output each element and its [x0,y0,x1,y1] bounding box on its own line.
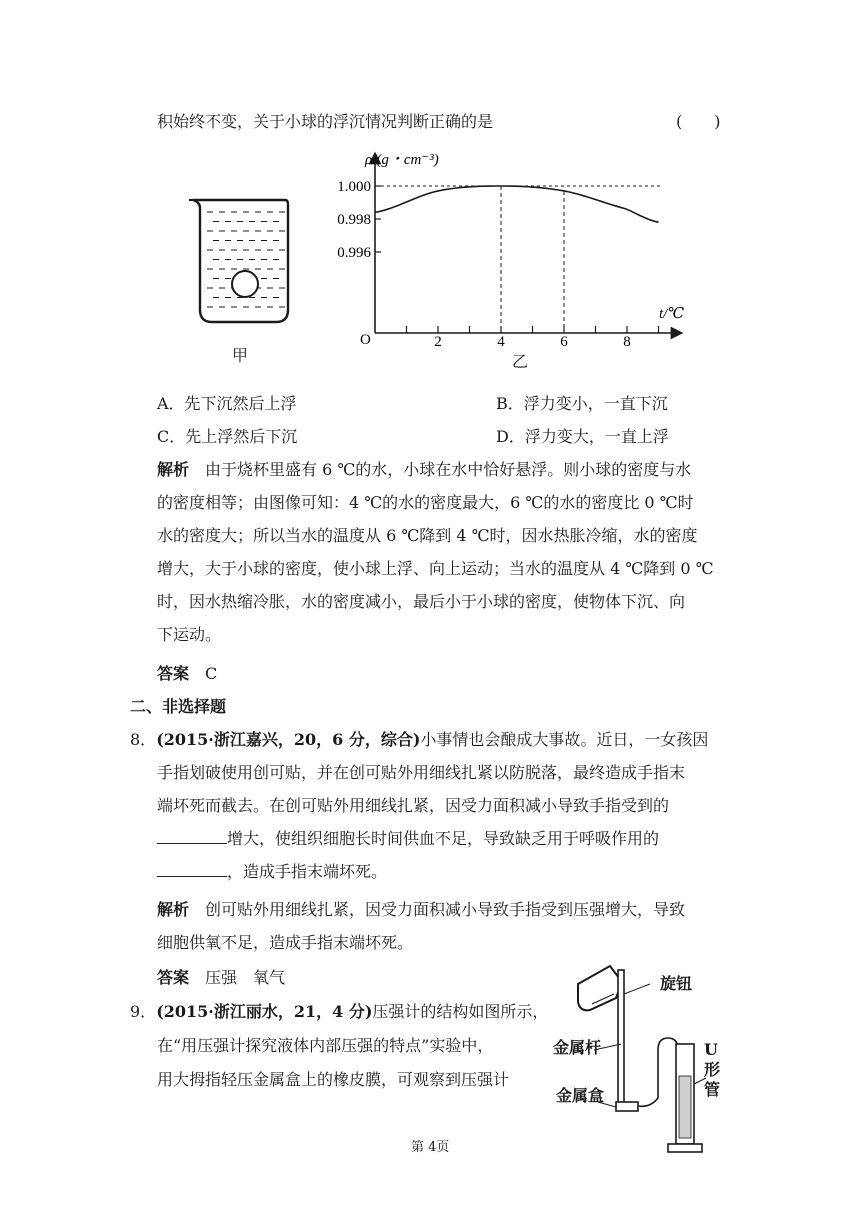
u-tube-liquid [679,1076,691,1138]
y-axis-label: ρ/(g・cm⁻³) [365,152,439,168]
q7-analysis-line: 水的密度大；所以当水的温度从 6 ℃降到 4 ℃时，因水热胀冷缩，水的密度 [157,526,698,545]
rubber-tube [638,1038,678,1106]
density-curve [375,186,659,222]
q8-analysis-line: 创可贴外用细线扎紧，因受力面积减小导致手指受到压强增大，导致 [205,900,686,919]
q7-analysis-line: 下运动。 [157,625,222,644]
q9-line-1 [130,1002,548,1022]
option-c: C．先上浮然后下沉 [157,427,298,446]
x-tick-label: 8 [623,334,631,350]
q9-number: 9． [130,1002,157,1021]
answer-blank-2[interactable] [157,862,227,877]
beaker-outline [193,200,288,322]
option-b: B．浮力变小，一直下沉 [496,394,668,413]
q8-line-4 [157,829,659,849]
q8-line-3: 端坏死而截去。在创可贴外用细线扎紧，因受力面积减小导致手指受到的 [157,796,670,815]
q8-line-5-text: ，造成手指末端坏死。 [227,862,388,881]
q7-answer: C [205,664,218,683]
q7-analysis-label: 解析 [157,460,190,479]
page-number: 第 4页 [411,1140,450,1155]
q8-analysis-label: 解析 [157,900,190,919]
q7-answer-paren: ( ) [676,112,721,131]
option-a: A．先下沉然后上浮 [157,394,297,413]
x-axis-label: t/℃ [659,306,685,322]
q8-line-4-text: 增大，使组织细胞长时间供血不足，导致缺乏用于呼吸作用的 [227,829,660,848]
y-ticks [375,186,381,252]
label-knob: 旋钮 [660,974,693,993]
label-guan: 管 [704,1080,721,1099]
u-tube-base [668,1144,702,1152]
q9-line-3: 用大拇指轻压金属盒上的橡皮膜，可观察到压强计 [157,1070,510,1089]
density-chart [325,150,685,350]
q9-line-2: 在“用压强计探究液体内部压强的特点”实验中， [157,1036,494,1055]
x-tick-label: 6 [560,334,568,350]
q8-source: (2015·浙江嘉兴，20，6 分，综合) [156,730,421,749]
q7-answer-label: 答案 [157,664,190,683]
q7-stem-tail: 积始终不变，关于小球的浮沉情况判断正确的是 [157,112,494,131]
small-ball [232,271,258,297]
label-box: 金属盒 [556,1086,605,1105]
q7-analysis-line: 时，因水热缩冷胀，水的密度减小，最后小于小球的密度，使物体下沉、向 [157,592,686,611]
option-d: D．浮力变大，一直上浮 [496,427,669,446]
metal-box [616,1102,638,1111]
section-title: 二、非选择题 [130,697,227,716]
reference-lines [375,186,660,333]
knob-shape [578,966,622,1010]
label-rod: 金属杆 [553,1038,602,1057]
q8-line-5 [157,862,387,882]
q8-stem: 小事情也会酿成大事故。近日，一女孩因 [420,730,709,749]
q7-analysis-line: 由于烧杯里盛有 6 ℃的水，小球在水中恰好悬浮。则小球的密度与水 [205,460,692,479]
y-tick-labels [337,179,371,261]
label-xing: 形 [704,1060,721,1079]
metal-rod [618,970,624,1104]
label-u: U [704,1040,718,1059]
y-tick-label: 0.998 [337,212,371,228]
q8-answer: 压强 氧气 [205,968,286,987]
q9-source: (2015·浙江丽水，21，4 分) [156,1002,373,1021]
origin-label: O [360,332,371,348]
x-tick-label: 2 [434,334,442,350]
x-tick-label: 4 [497,334,505,350]
q8-line-2: 手指划破使用创可贴，并在创可贴外用细线扎紧以防脱落，最终造成手指末 [157,763,686,782]
q8-number: 8． [130,730,157,749]
q8-line-1 [130,730,708,750]
figure-label-right: 乙 [512,352,529,371]
pressure-gauge-figure [550,958,750,1158]
x-minor-ticks [407,326,659,333]
beaker-figure [185,192,305,332]
q9-stem: 压强计的结构如图所示， [372,1002,549,1021]
q8-analysis-line: 细胞供氧不足，造成手指末端坏死。 [157,933,414,952]
x-tick-labels [434,334,631,350]
q8-answer-label: 答案 [157,968,190,987]
y-tick-label: 0.996 [337,245,371,261]
figure-label-left: 甲 [232,346,249,365]
q7-analysis-line: 增大，大于小球的密度，使小球上浮、向上运动；当水的温度从 4 ℃降到 0 ℃ [157,559,714,578]
y-tick-label: 1.000 [337,179,371,195]
q7-analysis-line: 的密度相等；由图像可知：4 ℃的水的密度最大，6 ℃的水的密度比 0 ℃时 [157,493,694,512]
answer-blank-1[interactable] [157,829,227,844]
